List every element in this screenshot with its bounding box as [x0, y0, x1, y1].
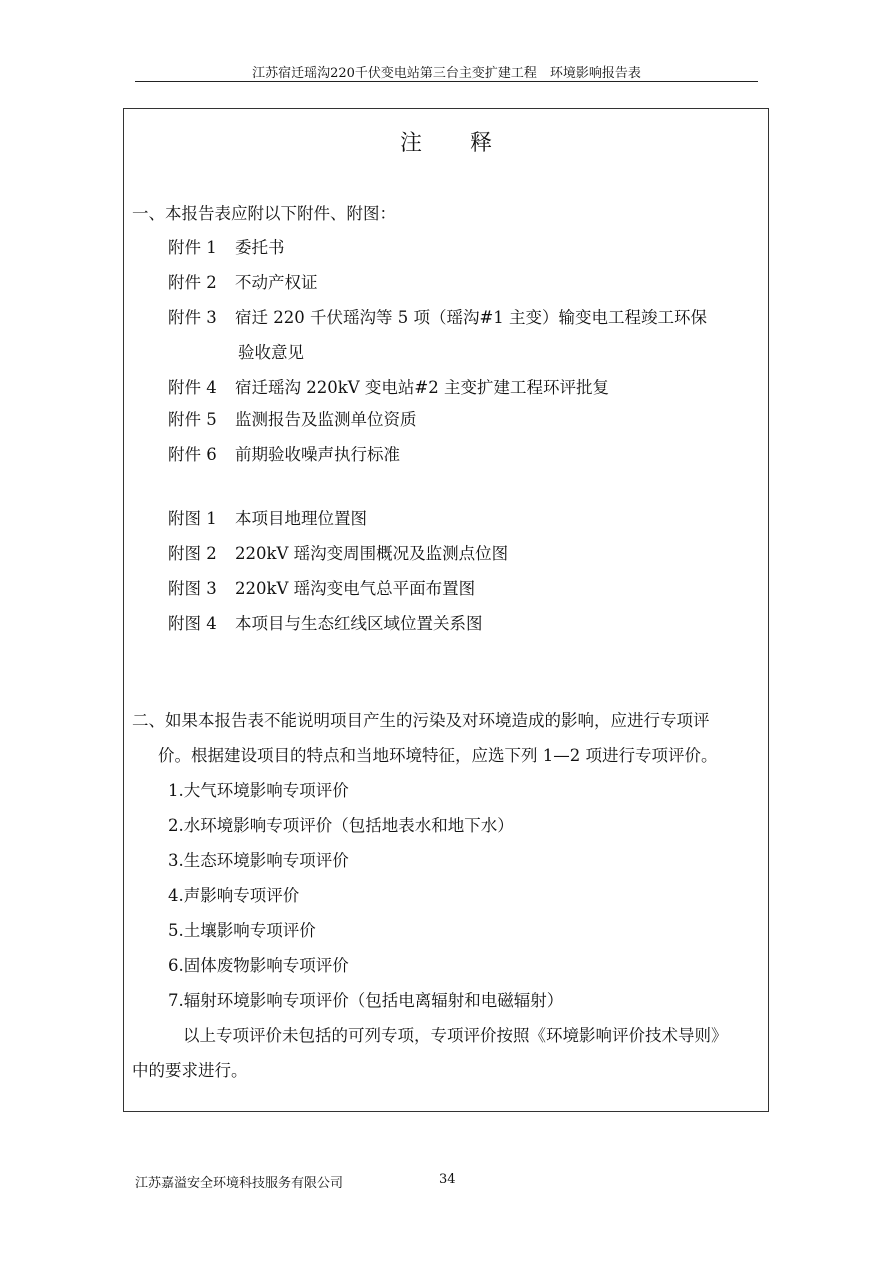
evaluation-item: 3.生态环境影响专项评价: [168, 851, 349, 870]
attachment-item: [168, 376, 609, 400]
attachment-label: 附件 4: [168, 378, 217, 397]
section2-line2: 价。根据建设项目的特点和当地环境特征，应选下列 1—2 项进行专项评价。: [158, 746, 718, 765]
figure-item: [168, 612, 483, 636]
section2-note-line1: 以上专项评价未包括的可列专项，专项评价按照《环境影响评价技术导则》: [183, 1026, 728, 1045]
attachment-item: [168, 443, 400, 467]
footer-company: 江苏嘉溢安全环境科技服务有限公司: [135, 1176, 344, 1191]
attachment-text: 监测报告及监测单位资质: [235, 410, 417, 429]
attachment-continuation: 验收意见: [238, 343, 304, 362]
page-title: 注释: [399, 131, 540, 156]
attachment-label: 附件 3: [168, 308, 217, 327]
attachment-label: 附件 1: [168, 238, 217, 257]
figure-text: 本项目地理位置图: [235, 509, 367, 528]
attachment-item: [168, 306, 707, 330]
evaluation-item: 6.固体废物影响专项评价: [168, 956, 349, 975]
attachment-text: 宿迁 220 千伏瑶沟等 5 项（瑶沟#1 主变）输变电工程竣工环保: [235, 308, 708, 327]
attachment-label: 附件 2: [168, 273, 217, 292]
figure-label: 附图 4: [168, 614, 217, 633]
section1-intro: 一、本报告表应附以下附件、附图：: [132, 204, 396, 223]
figure-text: 本项目与生态红线区域位置关系图: [235, 614, 483, 633]
attachment-label: 附件 5: [168, 410, 217, 429]
attachment-item: [168, 271, 318, 295]
section2-line1: 二、如果本报告表不能说明项目产生的污染及对环境造成的影响，应进行专项评: [132, 711, 710, 730]
figure-label: 附图 3: [168, 579, 217, 598]
figure-label: 附图 1: [168, 509, 217, 528]
evaluation-item: 4.声影响专项评价: [168, 886, 300, 905]
section2-note-line2: 中的要求进行。: [132, 1061, 248, 1080]
attachment-text: 委托书: [235, 238, 285, 257]
header-rule: [135, 81, 758, 82]
figure-label: 附图 2: [168, 544, 217, 563]
attachment-item: [168, 408, 417, 432]
attachment-text: 不动产权证: [235, 273, 318, 292]
figure-item: [168, 577, 475, 601]
evaluation-item: 5.土壤影响专项评价: [168, 921, 316, 940]
figure-item: [168, 542, 508, 566]
figure-item: [168, 507, 367, 531]
attachment-text: 前期验收噪声执行标准: [235, 445, 400, 464]
evaluation-item: 1.大气环境影响专项评价: [168, 781, 349, 800]
figure-text: 220kV 瑶沟变周围概况及监测点位图: [235, 544, 509, 563]
figure-text: 220kV 瑶沟变电气总平面布置图: [235, 579, 476, 598]
attachment-text: 宿迁瑶沟 220kV 变电站#2 主变扩建工程环评批复: [235, 378, 609, 397]
page-header: 江苏宿迁瑶沟220千伏变电站第三台主变扩建工程 环境影响报告表: [252, 66, 641, 81]
attachment-item: [168, 236, 285, 260]
attachment-label: 附件 6: [168, 445, 217, 464]
evaluation-item: 7.辐射环境影响专项评价（包括电离辐射和电磁辐射）: [168, 991, 564, 1010]
evaluation-item: 2.水环境影响专项评价（包括地表水和地下水）: [168, 816, 514, 835]
page-number: 34: [439, 1172, 456, 1187]
